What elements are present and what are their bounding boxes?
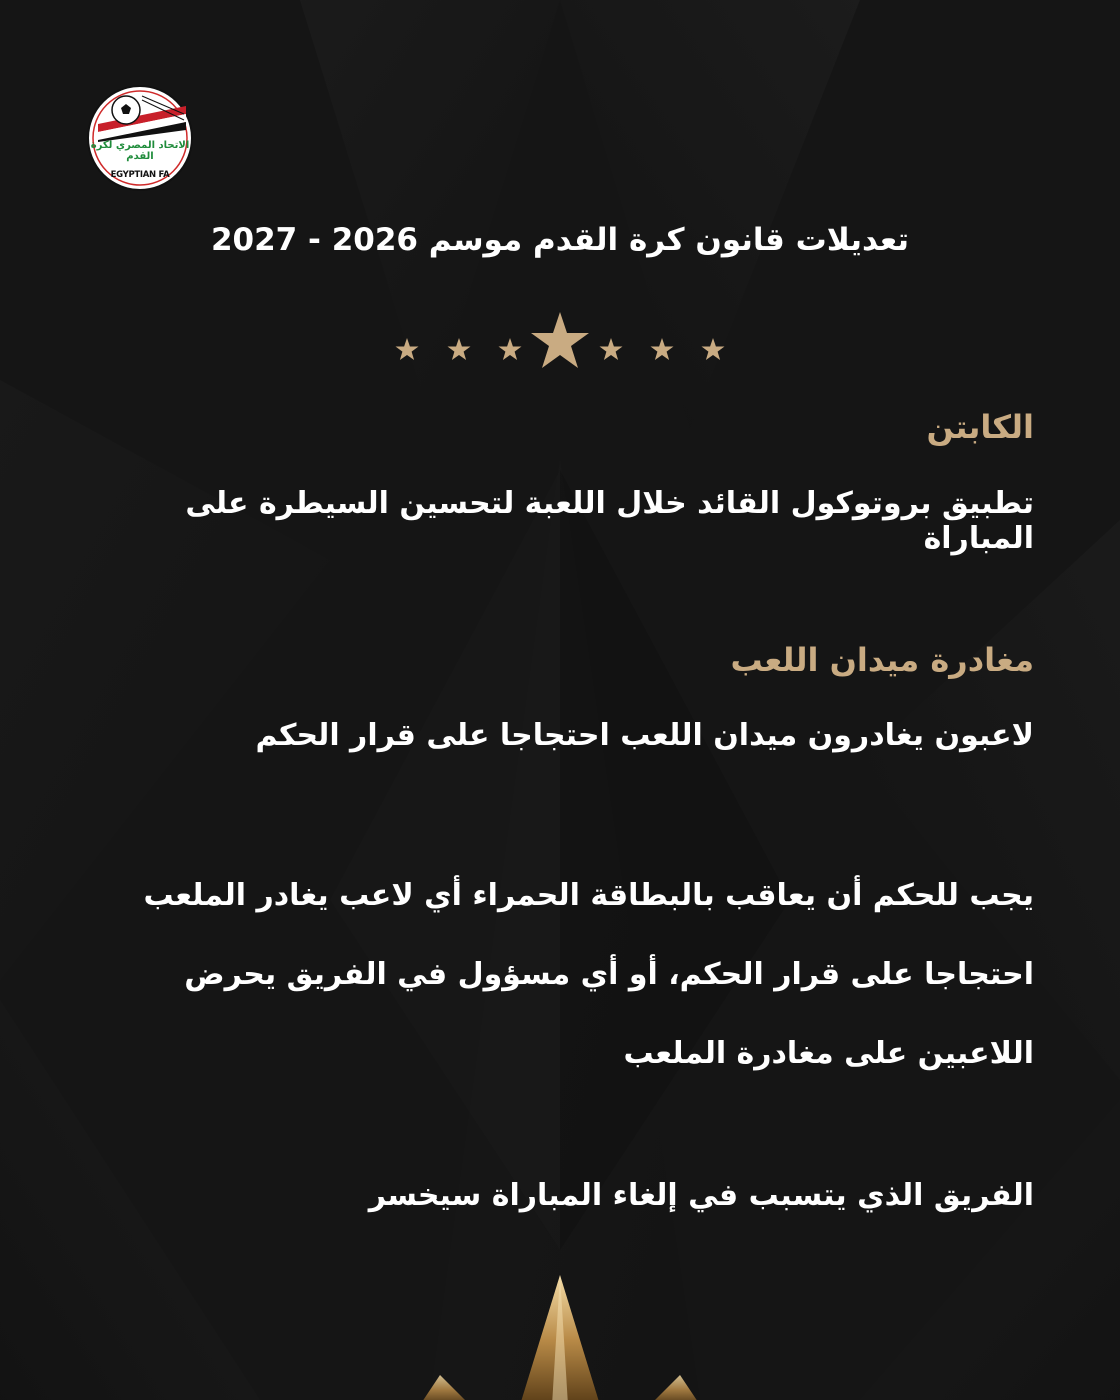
paragraph-red-card: يجب للحكم أن يعاقب بالبطاقة الحمراء أي لاعب يغادر الملعب احتجاجا على قرار الحكم، أو أي مسؤول في الفريق يحرض اللاعبين على مغادرة الملعب	[143, 878, 1034, 1071]
section-body-leaving-field: لاعبون يغادرون ميدان اللعب احتجاجا على قرار الحكم	[255, 718, 1034, 753]
star-icon	[396, 338, 419, 360]
stars-divider-icon	[380, 304, 740, 384]
star-icon	[702, 338, 725, 360]
star-icon	[448, 338, 471, 360]
gold-crown-icon	[400, 1265, 720, 1400]
section-body-captain: تطبيق بروتوكول القائد خلال اللعبة لتحسين السيطرة على المباراة	[185, 486, 1034, 556]
section-heading-captain: الكابتن	[926, 408, 1034, 446]
star-icon	[499, 338, 522, 360]
page-title: تعديلات قانون كرة القدم موسم 2026 - 2027	[210, 222, 910, 258]
star-icon	[651, 338, 674, 360]
logo-arabic-name: الاتحاد المصري لكرة القدم	[90, 140, 190, 162]
paragraph-team-forfeit: الفريق الذي يتسبب في إلغاء المباراة سيخسر	[368, 1178, 1034, 1213]
star-icon-large	[531, 312, 589, 368]
section-heading-leaving-field: مغادرة ميدان اللعب	[730, 641, 1034, 679]
logo-english-name: EGYPTIAN FA	[110, 170, 170, 180]
star-icon	[600, 338, 623, 360]
